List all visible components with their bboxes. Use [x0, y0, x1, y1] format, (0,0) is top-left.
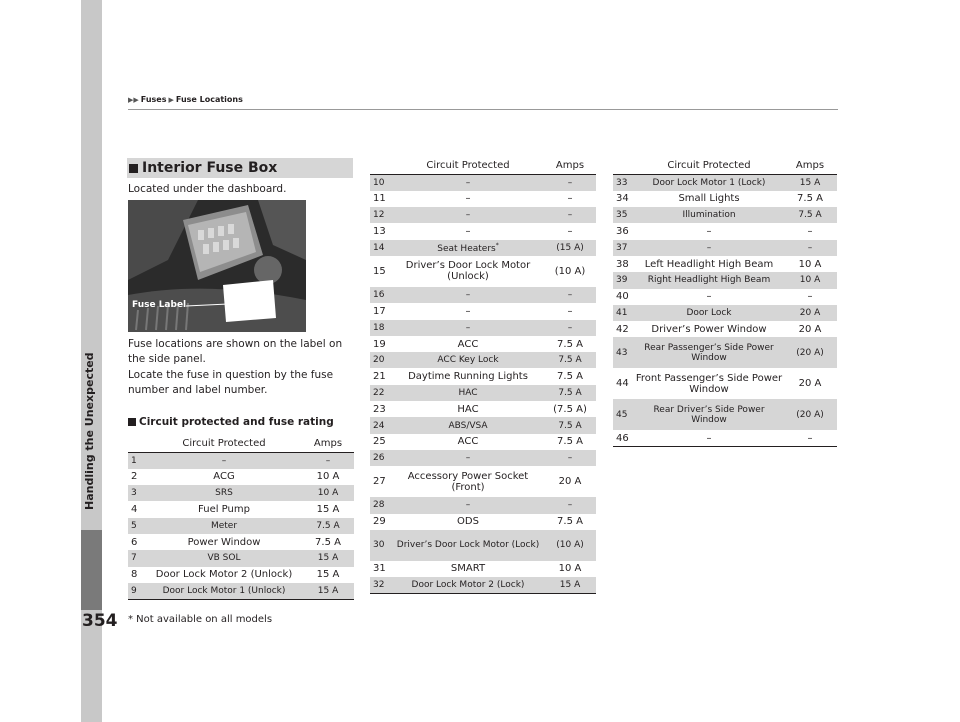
fuse-number: 16	[370, 287, 392, 303]
fuse-number: 14	[370, 240, 392, 256]
circuit-name: –	[392, 175, 544, 191]
fuse-number: 19	[373, 338, 386, 350]
circuit-name: –	[146, 453, 302, 469]
table-row	[613, 175, 837, 191]
table-row	[370, 577, 596, 593]
fuse-number: 12	[370, 207, 392, 223]
table-row	[613, 368, 837, 399]
fuse-amps: (20 A)	[783, 399, 837, 430]
table-row	[370, 303, 596, 319]
fuse-number: 25	[373, 436, 386, 448]
fuse-amps: –	[302, 453, 354, 469]
fuse-number: 13	[373, 226, 386, 238]
fuse-amps: 10 A	[302, 485, 354, 501]
circuit-name: –	[392, 287, 544, 303]
fuse-table-2	[370, 157, 596, 594]
table-row	[370, 514, 596, 530]
table-row	[128, 453, 354, 469]
circuit-name: –	[635, 240, 783, 256]
fuse-amps: –	[783, 240, 837, 256]
table-row	[613, 207, 837, 223]
fuse-amps: 7.5 A	[544, 352, 596, 368]
circuit-name: –	[706, 291, 712, 303]
fuse-amps: –	[807, 291, 813, 303]
fuse-number: 35	[613, 207, 635, 223]
table-row	[370, 450, 596, 466]
circuit-name: –	[465, 193, 471, 205]
fuse-amps: (10 A)	[544, 530, 596, 561]
description-line-4: number and label number.	[128, 384, 268, 396]
table-row	[613, 272, 837, 288]
circuit-name: Door Lock Motor 2 (Unlock)	[155, 569, 293, 581]
location-text: Located under the dashboard.	[128, 183, 287, 195]
column-header: Amps	[783, 157, 837, 175]
circuit-name: –	[392, 320, 544, 336]
table-row	[128, 583, 354, 599]
fuse-number: 28	[370, 497, 392, 513]
table-row	[128, 567, 354, 583]
photo-label: Fuse Label	[132, 300, 187, 310]
table-row	[370, 368, 596, 384]
fuse-number: 1	[128, 453, 146, 469]
fuse-amps: –	[544, 450, 596, 466]
fuse-amps: 20 A	[798, 378, 822, 390]
fuse-amps: 10 A	[783, 272, 837, 288]
table-row	[370, 336, 596, 352]
fuse-number: 17	[373, 305, 386, 317]
circuit-name: Rear Driver’s Side Power Window	[635, 399, 783, 430]
fuse-number: 15	[373, 265, 386, 277]
fuse-amps: –	[567, 193, 573, 205]
fuse-amps: 7.5 A	[557, 371, 583, 383]
fuse-number: 29	[373, 516, 386, 528]
fuse-number: 26	[370, 450, 392, 466]
table-row	[613, 191, 837, 207]
fuse-number: 27	[373, 476, 386, 488]
fuse-number: 7	[128, 550, 146, 566]
circuit-name: Accessory Power Socket (Front)	[407, 470, 529, 493]
fuse-amps: 7.5 A	[797, 193, 823, 205]
fuse-amps: –	[783, 430, 837, 446]
circuit-name: –	[392, 207, 544, 223]
fuse-number: 46	[613, 430, 635, 446]
fuse-number: 20	[370, 352, 392, 368]
circuit-name: ACC	[457, 436, 479, 448]
circuit-name: Small Lights	[678, 193, 740, 205]
circuit-name: Seat Heaters*	[392, 240, 544, 256]
table-row	[370, 207, 596, 223]
table-row	[613, 256, 837, 272]
table-row	[370, 240, 596, 256]
fuse-number: 21	[373, 371, 386, 383]
fuse-amps: –	[544, 207, 596, 223]
table-row	[128, 518, 354, 534]
circuit-name: Right Headlight High Beam	[635, 272, 783, 288]
circuit-name: SMART	[450, 563, 486, 575]
table-row	[128, 469, 354, 485]
fuse-amps: (7.5 A)	[553, 403, 587, 415]
circuit-name: HAC	[457, 403, 479, 415]
column-header: Amps	[302, 435, 354, 453]
fuse-number: 37	[613, 240, 635, 256]
section-title	[127, 158, 353, 178]
fuse-number: 30	[370, 530, 392, 561]
fuse-amps: –	[544, 287, 596, 303]
fuse-number: 3	[128, 485, 146, 501]
column-header: Circuit Protected	[635, 157, 783, 175]
fuse-number: 23	[373, 403, 386, 415]
fuse-amps: 15 A	[302, 550, 354, 566]
circuit-name: –	[392, 450, 544, 466]
table-row	[370, 417, 596, 433]
circuit-name: Door Lock Motor 2 (Lock)	[392, 577, 544, 593]
fuse-number: 34	[616, 193, 629, 205]
fuse-number: 33	[613, 175, 635, 191]
table-row	[370, 191, 596, 207]
fuse-amps: 10 A	[798, 258, 822, 270]
subsection-title-text: Circuit protected and fuse rating	[139, 416, 334, 428]
fuse-amps: –	[544, 175, 596, 191]
breadcrumb-item[interactable]: Fuses	[140, 95, 167, 104]
fuse-amps: –	[544, 497, 596, 513]
fuse-amps: 7.5 A	[557, 338, 583, 350]
table-row	[370, 401, 596, 417]
circuit-name: Driver’s Power Window	[651, 323, 767, 335]
fuse-number: 8	[131, 569, 138, 581]
table-row	[128, 485, 354, 501]
circuit-name: Meter	[146, 518, 302, 534]
circuit-name: Door Lock Motor 1 (Lock)	[635, 175, 783, 191]
fuse-amps: –	[544, 320, 596, 336]
circuit-name: HAC	[392, 385, 544, 401]
circuit-name: Illumination	[635, 207, 783, 223]
fuse-number: 10	[370, 175, 392, 191]
side-tab-marker	[81, 530, 102, 610]
fuse-number: 5	[128, 518, 146, 534]
fuse-amps: –	[567, 226, 573, 238]
table-row	[128, 501, 354, 517]
fuse-amps: 15 A	[316, 504, 340, 516]
table-row	[370, 175, 596, 191]
circuit-name: Front Passenger’s Side Power Window	[635, 372, 783, 395]
fuse-number: 6	[131, 536, 138, 548]
table-row	[613, 337, 837, 368]
column-header: Circuit Protected	[392, 157, 544, 175]
breadcrumb-item[interactable]: Fuse Locations	[175, 95, 243, 104]
circuit-name: ODS	[457, 516, 479, 528]
fuse-number: 43	[613, 337, 635, 368]
subsection-title	[128, 416, 334, 428]
arrow-icon: ▶	[168, 95, 174, 104]
fuse-amps: (20 A)	[783, 337, 837, 368]
fuse-number: 38	[616, 258, 629, 270]
square-bullet-icon	[128, 418, 136, 426]
circuit-name: Fuel Pump	[198, 504, 250, 516]
side-tab-label: Handling the Unexpected	[83, 352, 96, 510]
table-row	[613, 430, 837, 446]
fuse-number: 39	[613, 272, 635, 288]
circuit-name: –	[392, 497, 544, 513]
circuit-name: Rear Passenger’s Side Power Window	[635, 337, 783, 368]
circuit-name: ABS/VSA	[392, 417, 544, 433]
circuit-name: Driver’s Door Lock Motor (Unlock)	[405, 260, 531, 283]
fuse-number: 32	[370, 577, 392, 593]
fuse-amps: (15 A)	[544, 240, 596, 256]
fuse-table-3	[613, 157, 837, 447]
table-row	[370, 434, 596, 450]
table-row	[128, 550, 354, 566]
fuse-number: 9	[128, 583, 146, 599]
table-row	[613, 240, 837, 256]
circuit-name: Door Lock	[635, 305, 783, 321]
circuit-name: –	[465, 226, 471, 238]
table-row	[613, 321, 837, 337]
fuse-amps: 15 A	[316, 569, 340, 581]
fuse-amps: –	[567, 305, 573, 317]
fuse-amps: 7.5 A	[783, 207, 837, 223]
description-line-2: the side panel.	[128, 353, 206, 365]
fuse-number: 22	[370, 385, 392, 401]
circuit-name: SRS	[146, 485, 302, 501]
table-row	[370, 352, 596, 368]
fuse-number: 11	[373, 193, 386, 205]
circuit-name: –	[635, 430, 783, 446]
table-row	[370, 466, 596, 497]
table-row	[370, 385, 596, 401]
table-row	[613, 399, 837, 430]
fuse-number: 41	[613, 305, 635, 321]
fuse-amps: 7.5 A	[557, 436, 583, 448]
fuse-amps: 15 A	[302, 583, 354, 599]
fuse-amps: 10 A	[558, 563, 582, 575]
circuit-name: VB SOL	[146, 550, 302, 566]
footnote: * Not available on all models	[128, 614, 273, 625]
fuse-amps: 15 A	[544, 577, 596, 593]
fuse-amps: (10 A)	[554, 265, 586, 277]
fuse-amps: 7.5 A	[557, 516, 583, 528]
table-row	[370, 320, 596, 336]
table-row	[370, 287, 596, 303]
circuit-name: Power Window	[187, 536, 261, 548]
circuit-name: Driver’s Door Lock Motor (Lock)	[392, 530, 544, 561]
fuse-amps: 20 A	[558, 476, 582, 488]
fuse-amps: 20 A	[798, 323, 822, 335]
table-row	[613, 289, 837, 305]
description-line-3: Locate the fuse in question by the fuse	[128, 369, 334, 381]
square-bullet-icon	[129, 164, 138, 173]
table-row	[128, 534, 354, 550]
circuit-name: –	[465, 305, 471, 317]
column-header: Circuit Protected	[146, 435, 302, 453]
table-row	[370, 256, 596, 287]
fuse-number: 2	[131, 471, 138, 483]
circuit-name: ACC	[457, 338, 479, 350]
fuse-number: 44	[616, 378, 629, 390]
fuse-number: 42	[616, 323, 629, 335]
fuse-number: 40	[616, 291, 629, 303]
table-row	[370, 530, 596, 561]
footnote-marker: *	[495, 241, 499, 249]
fuse-number: 36	[616, 226, 629, 238]
fuse-number: 4	[131, 504, 138, 516]
table-row	[613, 223, 837, 239]
fuse-amps: 15 A	[783, 175, 837, 191]
description-line-1: Fuse locations are shown on the label on	[128, 338, 343, 350]
fuse-amps: 10 A	[316, 471, 340, 483]
arrow-icon: ▶▶	[128, 95, 139, 104]
fuse-amps: 7.5 A	[302, 518, 354, 534]
fuse-number: 45	[613, 399, 635, 430]
table-row	[370, 497, 596, 513]
circuit-name: Door Lock Motor 1 (Unlock)	[146, 583, 302, 599]
fuse-amps: 7.5 A	[315, 536, 341, 548]
fuse-table-1	[128, 435, 354, 600]
fuse-number: 24	[370, 417, 392, 433]
header-divider	[128, 109, 838, 110]
fuse-number: 18	[370, 320, 392, 336]
fuse-number: 31	[373, 563, 386, 575]
circuit-name: Left Headlight High Beam	[644, 258, 774, 270]
circuit-name: ACG	[213, 471, 235, 483]
breadcrumb	[128, 95, 243, 104]
fuse-amps: 20 A	[783, 305, 837, 321]
fuse-amps: 7.5 A	[544, 417, 596, 433]
table-row	[613, 305, 837, 321]
fuse-amps: 7.5 A	[544, 385, 596, 401]
fuse-amps: –	[807, 226, 813, 238]
circuit-name: ACC Key Lock	[392, 352, 544, 368]
page-number: 354	[82, 611, 118, 631]
section-title-text: Interior Fuse Box	[142, 160, 278, 176]
circuit-name: Daytime Running Lights	[408, 371, 528, 383]
column-header: Amps	[544, 157, 596, 175]
circuit-name: –	[706, 226, 712, 238]
table-row	[370, 561, 596, 577]
table-row	[370, 223, 596, 239]
